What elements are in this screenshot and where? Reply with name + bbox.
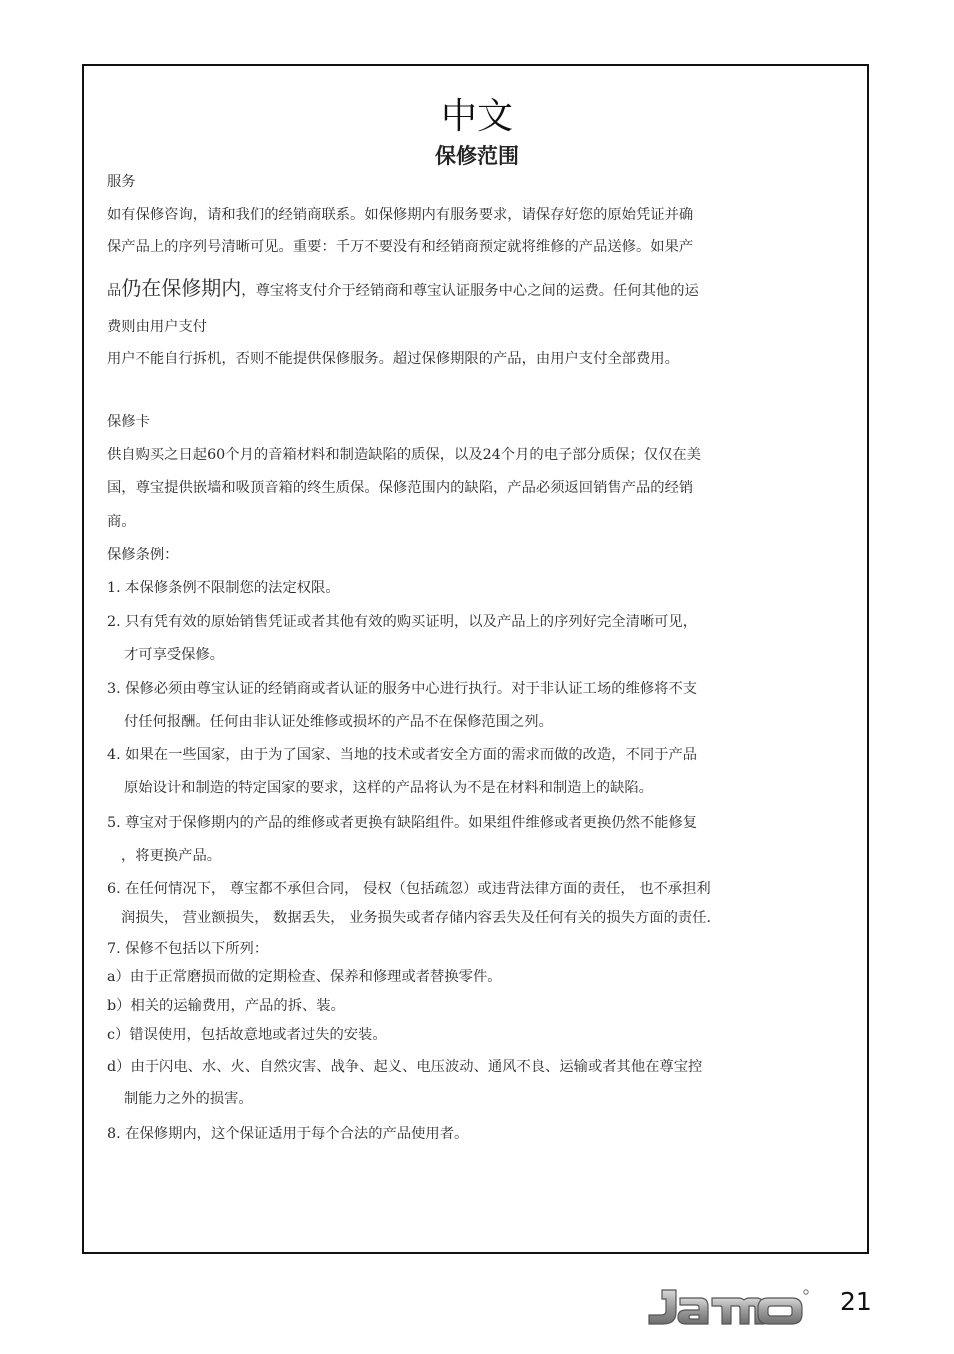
service-line-prefix: 品: [107, 283, 122, 299]
card-line: 国，尊宝提供嵌墙和吸顶音箱的终生质保。保修范围内的缺陷，产品必须返回销售产品的经销: [107, 480, 694, 496]
terms-item-continuation: 润损失， 营业额损失， 数据丢失， 业务损失或者存储内容丢失及任何有关的损失方面的责任.: [121, 910, 712, 926]
page-subtitle: 保修范围: [435, 144, 519, 168]
page-number: 21: [840, 1287, 872, 1316]
terms-item-continuation: 原始设计和制造的特定国家的要求，这样的产品将认为不是在材料和制造上的缺陷。: [124, 780, 653, 796]
card-line: 供自购买之日起60个月的音箱材料和制造缺陷的质保，以及24个月的电子部分质保；仅仅在美: [107, 447, 701, 463]
terms-subitem: a）由于正常磨损而做的定期检查、保养和修理或者替换零件。: [107, 969, 502, 985]
service-emphasis-text: 仍在保修期内: [121, 276, 242, 300]
card-heading: 保修卡: [107, 414, 150, 430]
service-line: 保产品上的序列号清晰可见。重要：千万不要没有和经销商预定就将维修的产品送修。如果产: [107, 239, 694, 255]
terms-item: 1. 本保修条例不限制您的法定权限。: [107, 580, 340, 596]
service-heading: 服务: [107, 174, 136, 190]
card-line: 商。: [107, 514, 136, 530]
terms-subitem: d）由于闪电、水、火、自然灾害、战争、起义、电压波动、通风不良、运输或者其他在尊宝控: [107, 1059, 703, 1075]
service-line-rest: ，尊宝将支付介于经销商和尊宝认证服务中心之间的运费。任何其他的运: [241, 283, 699, 299]
terms-item-continuation: 才可享受保修。: [124, 647, 225, 663]
jamo-logo: [644, 1286, 810, 1326]
terms-subitem: b）相关的运输费用，产品的拆、装。: [107, 998, 345, 1014]
terms-item: 7. 保修不包括以下所列：: [107, 941, 269, 957]
terms-subitem: c）错误使用，包括故意地或者过失的安装。: [107, 1027, 387, 1043]
terms-item: 2. 只有凭有效的原始销售凭证或者其他有效的购买证明，以及产品上的序列好完全清晰可见，: [107, 614, 698, 630]
terms-item: 4. 如果在一些国家，由于为了国家、当地的技术或者安全方面的需求而做的改造，不同于产品: [107, 747, 698, 763]
terms-item: 8. 在保修期内，这个保证适用于每个合法的产品使用者。: [107, 1126, 469, 1142]
service-line: 如有保修咨询，请和我们的经销商联系。如保修期内有服务要求，请保存好您的原始凭证并确: [107, 207, 694, 223]
service-line: 用户不能自行拆机，否则不能提供保修服务。超过保修期限的产品，由用户支付全部费用。: [107, 351, 679, 367]
terms-item: 3. 保修必须由尊宝认证的经销商或者认证的服务中心进行执行。对于非认证工场的维修将不支: [107, 681, 698, 697]
terms-item-continuation: ，将更换产品。: [121, 848, 222, 864]
terms-item: 5. 尊宝对于保修期内的产品的维修或者更换有缺陷组件。如果组件维修或者更换仍然不能修复: [107, 815, 698, 831]
terms-heading: 保修条例：: [107, 547, 179, 563]
terms-subitem-continuation: 制能力之外的损害。: [124, 1091, 253, 1107]
page-title: 中文: [440, 96, 513, 137]
terms-item: 6. 在任何情况下， 尊宝都不承但合同， 侵权（包括疏忽）或违背法律方面的责任， 也不承担利: [107, 881, 711, 897]
terms-item-continuation: 付任何报酬。任何由非认证处维修或损坏的产品不在保修范围之列。: [124, 714, 553, 730]
service-line: 费则由用户支付: [107, 319, 208, 335]
service-line-emphasis: [107, 272, 699, 301]
